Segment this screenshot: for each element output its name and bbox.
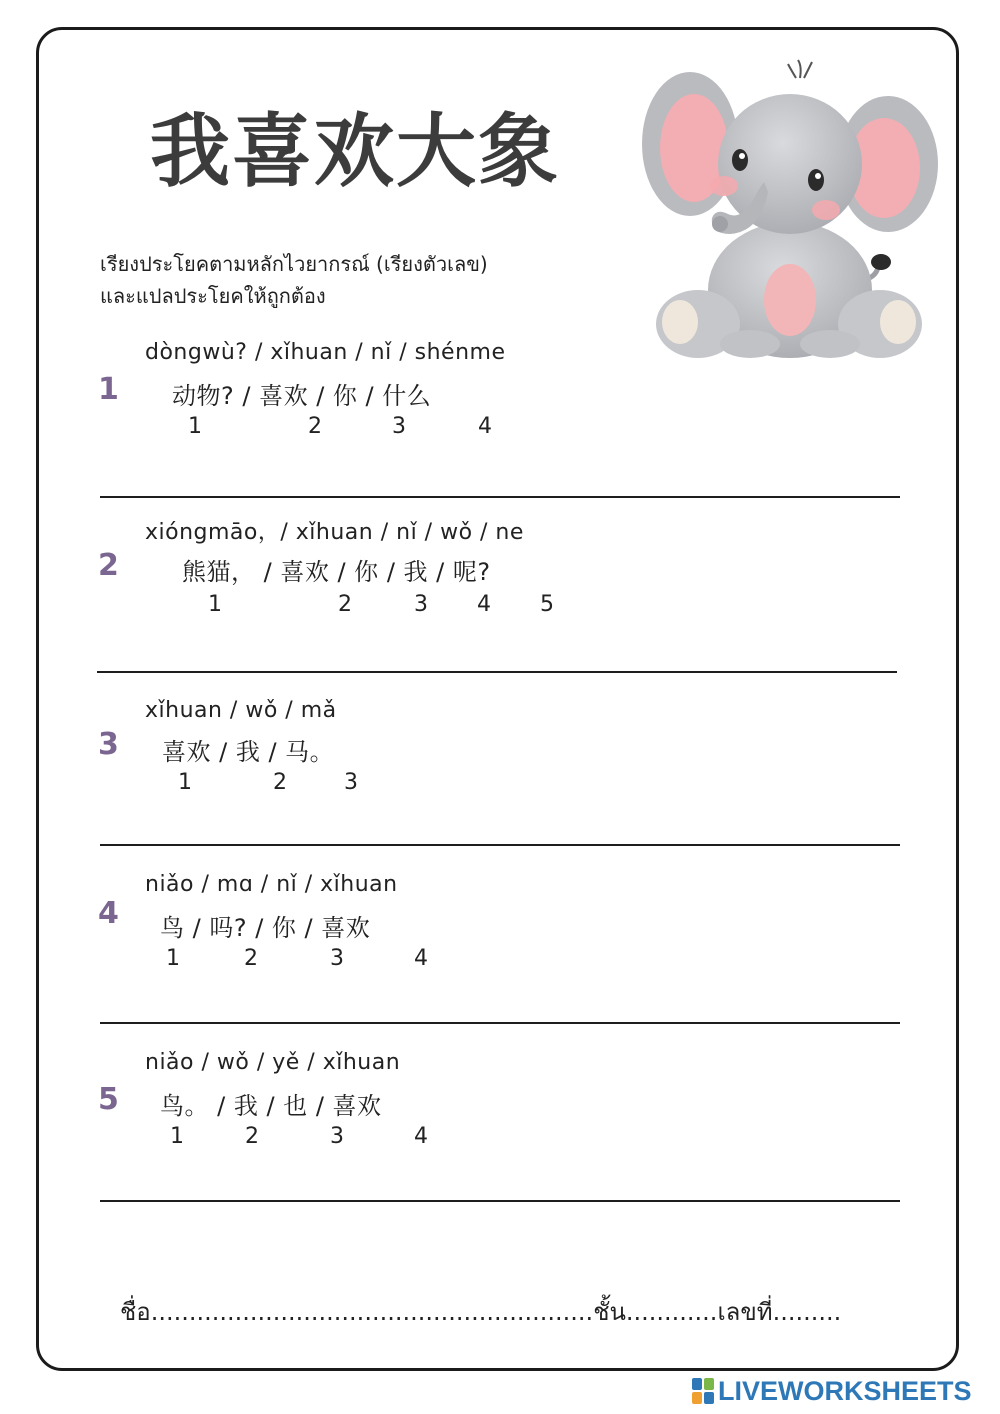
index-number: 4 <box>477 592 492 617</box>
hanzi-line: 熊猫， / 喜欢 / 你 / 我 / 呢? <box>182 558 491 586</box>
instruction-line-2: และแปลประโยคให้ถูกต้อง <box>100 284 326 308</box>
hanzi-line: 喜欢 / 我 / 马。 <box>162 738 335 766</box>
answer-line[interactable] <box>100 496 900 498</box>
index-number: 4 <box>414 1124 429 1149</box>
pinyin-line: niǎo / mɑ / nǐ / xǐhuan <box>145 872 398 897</box>
index-number: 1 <box>178 770 193 795</box>
question-number: 2 <box>98 548 119 583</box>
answer-line[interactable] <box>100 844 900 846</box>
question-number: 4 <box>98 896 119 931</box>
class-label: ชั้น <box>593 1298 626 1326</box>
index-number: 3 <box>330 1124 345 1149</box>
index-number: 1 <box>188 414 203 439</box>
brand-text: LIVEWORKSHEETS <box>718 1375 972 1406</box>
index-number: 3 <box>344 770 359 795</box>
name-label: ชื่อ <box>120 1298 151 1326</box>
index-number: 2 <box>273 770 288 795</box>
number-field[interactable]: ......... <box>772 1298 842 1326</box>
hanzi-line: 鸟。 / 我 / 也 / 喜欢 <box>160 1092 382 1120</box>
index-number: 2 <box>244 946 259 971</box>
index-number: 1 <box>170 1124 185 1149</box>
index-number: 1 <box>208 592 223 617</box>
index-number: 2 <box>338 592 353 617</box>
pinyin-line: niǎo / wǒ / yě / xǐhuan <box>145 1050 401 1075</box>
liveworksheets-brand <box>692 1376 972 1406</box>
pinyin-line: xǐhuan / wǒ / mǎ <box>145 698 337 723</box>
answer-line[interactable] <box>100 1022 900 1024</box>
index-number: 3 <box>392 414 407 439</box>
index-number: 4 <box>414 946 429 971</box>
hanzi-line: 动物? / 喜欢 / 你 / 什么 <box>172 382 432 410</box>
index-number: 1 <box>166 946 181 971</box>
instructions <box>100 248 488 312</box>
question-number: 5 <box>98 1082 119 1117</box>
index-number: 5 <box>540 592 555 617</box>
class-field[interactable]: ............ <box>625 1298 718 1326</box>
answer-line[interactable] <box>100 1200 900 1202</box>
question-number: 3 <box>98 727 119 762</box>
index-number: 4 <box>478 414 493 439</box>
elephant-illustration <box>640 52 940 362</box>
index-number: 3 <box>330 946 345 971</box>
pinyin-line: xióngmāo，/ xǐhuan / nǐ / wǒ / ne <box>145 520 524 545</box>
liveworksheets-logo-icon <box>692 1378 714 1404</box>
instruction-line-1: เรียงประโยคตามหลักไวยากรณ์ (เรียงตัวเลข) <box>100 252 488 276</box>
number-label: เลขที่ <box>717 1298 773 1326</box>
index-number: 3 <box>414 592 429 617</box>
index-number: 2 <box>308 414 323 439</box>
question-number: 1 <box>98 372 119 407</box>
name-field[interactable]: .......................................................... <box>150 1298 594 1326</box>
student-info <box>120 1292 841 1331</box>
answer-line[interactable] <box>97 671 897 673</box>
pinyin-line: dòngwù? / xǐhuan / nǐ / shénme <box>145 340 506 365</box>
hanzi-line: 鸟 / 吗? / 你 / 喜欢 <box>160 914 371 942</box>
index-number: 2 <box>245 1124 260 1149</box>
page-title: 我喜欢大象 <box>150 105 560 198</box>
